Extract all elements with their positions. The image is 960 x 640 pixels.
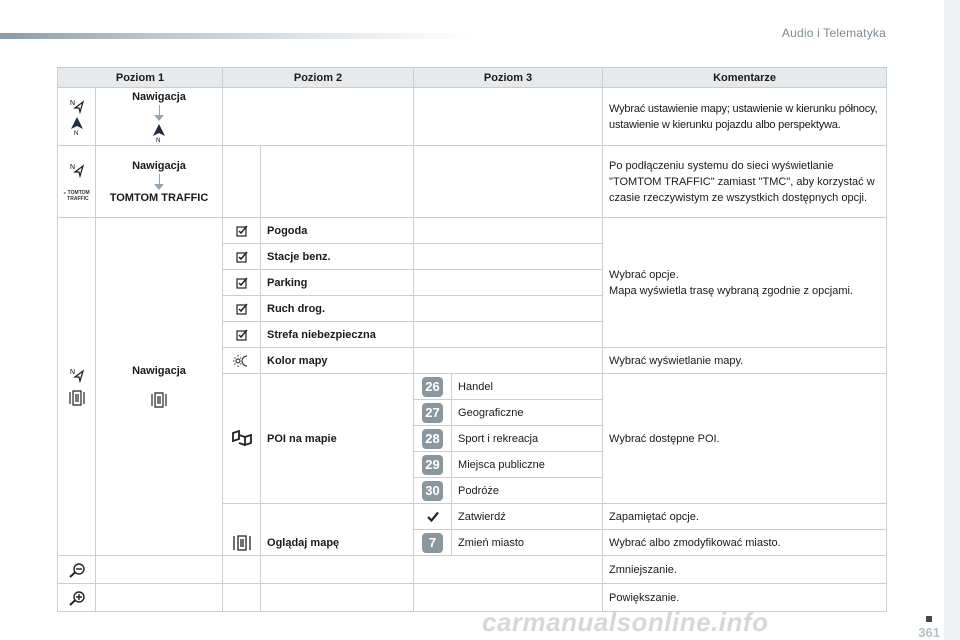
zoom-in-icon-cell xyxy=(58,584,96,612)
svg-text:N: N xyxy=(156,137,161,143)
poi-number-cell xyxy=(414,478,452,504)
level3-cell xyxy=(414,244,603,270)
level1-label: Nawigacja xyxy=(132,90,186,103)
level3-cell xyxy=(414,270,603,296)
navigation-arrow-icon xyxy=(69,367,85,383)
empty-cell xyxy=(96,556,223,584)
section-title: Audio i Telematyka xyxy=(781,26,886,40)
day-night-icon xyxy=(233,354,251,368)
level3-cell xyxy=(414,218,603,244)
poi-item-label: Geograficzne xyxy=(452,400,603,426)
city-number-badge: 7 xyxy=(422,533,443,553)
table-row xyxy=(58,88,887,146)
page-number: 361 xyxy=(918,625,940,640)
poi-icon-cell xyxy=(223,374,261,504)
table-row xyxy=(58,556,887,584)
poi-number-badge: 30 xyxy=(422,481,443,501)
empty-cell xyxy=(223,556,261,584)
north-arrow-icon xyxy=(69,116,85,136)
header-level-1: Poziom 1 xyxy=(58,68,223,88)
table-row xyxy=(58,146,887,218)
map-book-icon xyxy=(67,389,87,407)
header-accent-bar xyxy=(0,33,470,39)
option-label: Pogoda xyxy=(261,218,414,244)
option-label: Ruch drog. xyxy=(261,296,414,322)
tomtom-traffic-label: TOMTOM TRAFFIC xyxy=(109,191,209,204)
table-header-row xyxy=(58,68,887,88)
zoom-in-icon xyxy=(68,590,86,606)
page-edge-strip xyxy=(944,0,960,640)
poi-number-badge: 29 xyxy=(422,455,443,475)
comment-cell: Wybrać ustawienie mapy; ustawienie w kierunku północy, ustawienie w kierunku pojazdu albo perspektywa. xyxy=(603,88,887,146)
checkbox-icon-cell xyxy=(223,322,261,348)
daynight-icon-cell xyxy=(223,348,261,374)
comment-cell: Wybrać opcje. Mapa wyświetla trasę wybraną zgodnie z opcjami. xyxy=(603,218,887,348)
checkbox-icon xyxy=(236,303,248,315)
svg-text:N: N xyxy=(73,130,78,136)
icon-cell xyxy=(58,218,96,556)
checkbox-icon xyxy=(236,225,248,237)
navigation-arrow-icon xyxy=(69,162,85,178)
option-label: Parking xyxy=(261,270,414,296)
map-book-icon xyxy=(231,534,253,552)
poi-icon xyxy=(231,429,253,449)
north-arrow-icon xyxy=(151,123,167,143)
checkbox-icon-cell xyxy=(223,244,261,270)
poi-number-cell xyxy=(414,374,452,400)
checkbox-icon xyxy=(236,277,248,289)
poi-number-badge: 26 xyxy=(422,377,443,397)
header-comments: Komentarze xyxy=(603,68,887,88)
zoom-out-icon xyxy=(68,562,86,578)
level2-icon-cell xyxy=(223,146,261,218)
map-icon-cell xyxy=(223,504,261,556)
poi-item-label: Podróże xyxy=(452,478,603,504)
watermark: carmanualsonline.info xyxy=(482,607,769,637)
icon-cell xyxy=(58,146,96,218)
checkmark-icon xyxy=(427,511,439,522)
comment-cell: Wybrać dostępne POI. xyxy=(603,374,887,504)
level3-cell xyxy=(414,296,603,322)
svg-text:N: N xyxy=(69,368,75,376)
poi-number-badge: 27 xyxy=(422,403,443,423)
option-label: Strefa niebezpieczna xyxy=(261,322,414,348)
view-map-cell xyxy=(261,504,414,556)
zoom-out-icon-cell xyxy=(58,556,96,584)
poi-item-label: Handel xyxy=(452,374,603,400)
poi-label: POI na mapie xyxy=(261,374,414,504)
city-number-cell xyxy=(414,530,452,556)
poi-item-label: Sport i rekreacja xyxy=(452,426,603,452)
svg-text:N: N xyxy=(69,99,75,107)
checkbox-icon-cell xyxy=(223,296,261,322)
level3-cell xyxy=(414,88,603,146)
map-color-label: Kolor mapy xyxy=(261,348,414,374)
table-row xyxy=(58,218,887,244)
level3-cell xyxy=(414,322,603,348)
confirm-label: Zatwierdź xyxy=(452,504,603,530)
checkmark-icon-cell xyxy=(414,504,452,530)
level1-cell xyxy=(96,146,223,218)
comment-cell: Zapamiętać opcje. xyxy=(603,504,887,530)
comment-cell: Wybrać wyświetlanie mapy. xyxy=(603,348,887,374)
comment-cell: Po podłączeniu systemu do sieci wyświetlanie "TOMTOM TRAFFIC" zamiast "TMC", aby korzystać w czasie rzeczywistym ze wszystkich dostępnych opcji. xyxy=(603,146,887,218)
change-city-label: Zmień miasto xyxy=(452,530,603,556)
poi-number-cell xyxy=(414,400,452,426)
svg-text:N: N xyxy=(69,163,75,171)
tomtom-traffic-logo-icon: ◒ TOMTOM TRAFFIC xyxy=(63,189,90,202)
level3-cell xyxy=(414,348,603,374)
view-map-label: Oglądaj mapę xyxy=(267,537,340,549)
level1-label: Nawigacja xyxy=(132,159,186,172)
level2-cell xyxy=(223,88,414,146)
checkbox-icon-cell xyxy=(223,218,261,244)
icon-cell xyxy=(58,88,96,146)
level1-cell xyxy=(96,218,223,556)
arrow-down-icon xyxy=(154,174,164,190)
header-level-2: Poziom 2 xyxy=(223,68,414,88)
empty-cell xyxy=(96,584,223,612)
map-book-icon xyxy=(149,391,169,409)
empty-cell xyxy=(261,584,414,612)
level3-cell xyxy=(414,146,603,218)
arrow-down-icon xyxy=(154,105,164,121)
level1-label: Nawigacja xyxy=(132,364,186,377)
level1-cell xyxy=(96,88,223,146)
poi-number-cell xyxy=(414,452,452,478)
navigation-arrow-icon xyxy=(69,98,85,114)
comment-cell: Wybrać albo zmodyfikować miasto. xyxy=(603,530,887,556)
poi-number-badge: 28 xyxy=(422,429,443,449)
page-marker xyxy=(926,616,932,622)
option-label: Stacje benz. xyxy=(261,244,414,270)
checkbox-icon-cell xyxy=(223,270,261,296)
menu-table xyxy=(57,67,887,612)
empty-cell xyxy=(261,556,414,584)
poi-number-cell xyxy=(414,426,452,452)
comment-cell: Powiększanie. xyxy=(603,584,887,612)
comment-cell: Zmniejszanie. xyxy=(603,556,887,584)
checkbox-icon xyxy=(236,251,248,263)
header-level-3: Poziom 3 xyxy=(414,68,603,88)
checkbox-icon xyxy=(236,329,248,341)
empty-cell xyxy=(414,556,603,584)
level2-cell xyxy=(261,146,414,218)
empty-cell xyxy=(223,584,261,612)
poi-item-label: Miejsca publiczne xyxy=(452,452,603,478)
